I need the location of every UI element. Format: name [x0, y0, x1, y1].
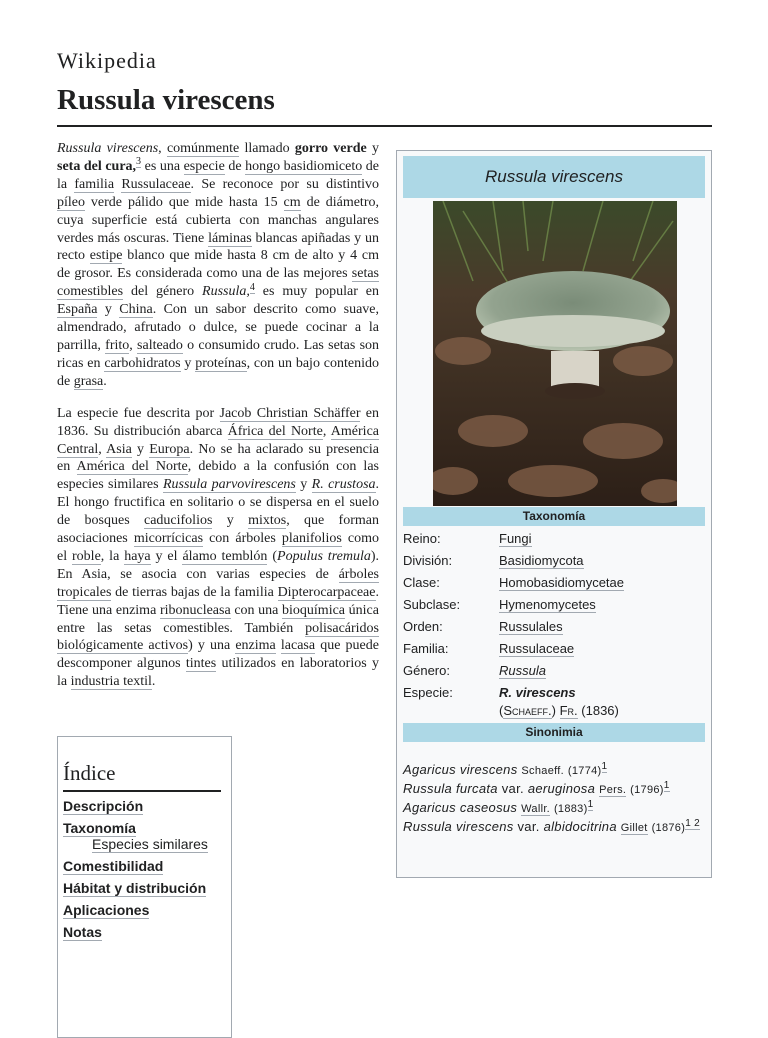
text-run: . El hongo fructifica en solitario o se dispersa en el suelo de bosques — [57, 477, 380, 529]
wiki-link[interactable]: proteínas — [195, 355, 247, 371]
taxo-row: Clase: Homobasidiomycetae — [403, 575, 625, 590]
text-run: de la — [57, 158, 379, 192]
wiki-link[interactable]: Russula parvovirescens — [162, 477, 296, 493]
text-run: . — [103, 373, 107, 389]
wiki-link[interactable]: salteado — [137, 337, 183, 353]
text-run: Russula — [202, 284, 247, 300]
citation-link[interactable]: 4 — [249, 281, 255, 293]
wiki-link[interactable]: España — [57, 302, 98, 318]
text-run: del género — [123, 284, 203, 300]
wiki-link[interactable]: América del Norte — [76, 459, 188, 475]
taxo-link[interactable]: Russulaceae — [499, 641, 575, 656]
wiki-link[interactable]: estipe — [89, 248, 123, 264]
taxo-row: Subclase: Hymenomycetes — [403, 597, 596, 612]
wiki-link[interactable]: bioquímica — [282, 602, 346, 618]
text-run: . — [151, 674, 156, 690]
text-run: en 1836. Su distribución abarca — [57, 405, 379, 439]
taxo-row: Familia: Russulaceae — [403, 641, 575, 656]
taxo-row: Reino: Fungi — [403, 531, 532, 546]
table-of-contents — [57, 736, 232, 1038]
text-run: ). En Asia, se asocia con varias especies de — [57, 548, 380, 582]
wiki-link[interactable]: enzima — [235, 638, 276, 654]
toc-item-descripcion[interactable]: Descripción — [63, 798, 144, 814]
wiki-link[interactable]: polisacáridos — [305, 620, 379, 636]
wiki-link[interactable]: Europa — [149, 441, 190, 457]
taxonomy-heading: Taxonomía — [403, 507, 705, 526]
text-run: y — [366, 141, 380, 156]
wiki-link[interactable]: setas comestibles — [57, 266, 379, 300]
ref-link[interactable]: 1 — [663, 779, 670, 791]
toc-item-habitat[interactable]: Hábitat y distribución — [63, 880, 207, 896]
text-run: que puede descomponer algunos — [57, 638, 379, 672]
wiki-link[interactable]: hongo basidiomiceto — [245, 158, 363, 174]
text-run: , — [132, 158, 137, 174]
text-run: . Se reconoce por su distintivo — [190, 176, 379, 192]
species-name: R. virescens — [499, 685, 576, 700]
toc-item-especies-similares[interactable]: Especies similares — [92, 836, 208, 852]
text-run: blancas apiñadas y un recto — [57, 230, 379, 264]
text-run: ( — [267, 548, 278, 564]
wiki-link[interactable]: China — [119, 302, 153, 318]
text-run: La especie fue descrita por — [57, 405, 220, 421]
species-authority: (Schaeff.) Fr. (1836) — [499, 703, 619, 718]
text-run: . No se ha aclarado su presencia en — [57, 441, 379, 475]
wiki-link[interactable]: América Central — [57, 423, 379, 457]
text-run: es una — [141, 158, 184, 174]
text-run: ) y una — [188, 638, 236, 654]
text-run: , — [246, 284, 250, 300]
toc-item-aplicaciones[interactable]: Aplicaciones — [63, 902, 150, 918]
text-run: blanco que mide hasta 8 cm de alto y 4 cm de grosor. Es considerada como una de las mejores — [57, 248, 379, 282]
text-run: , — [98, 441, 107, 457]
text-run: y — [212, 513, 249, 529]
wiki-link[interactable]: África del Norte — [227, 423, 323, 439]
text-run: . Tiene una enzima — [57, 584, 379, 618]
wiki-link[interactable]: lacasa — [280, 638, 316, 654]
taxobox-title: Russula virescens — [403, 156, 705, 198]
taxo-row: Género: Russula — [403, 663, 546, 678]
taxo-row-species: Especie: R. virescens (Schaeff.) Fr. (1836) — [403, 685, 619, 718]
wiki-link[interactable]: píleo — [57, 194, 85, 210]
wiki-link[interactable]: mixtos — [248, 513, 287, 529]
text-run: , — [129, 337, 138, 353]
toc-item-taxonomia[interactable]: Taxonomía — [63, 820, 136, 836]
wiki-link[interactable]: micorrícicas — [133, 531, 204, 547]
title-divider — [57, 125, 712, 127]
wiki-link[interactable]: R. crustosa — [311, 477, 376, 493]
wiki-link[interactable]: tintes — [185, 656, 217, 672]
text-run: , — [158, 141, 167, 156]
text-run: y el — [150, 548, 183, 564]
text-run: verde pálido que mide hasta 15 — [85, 194, 284, 210]
text-run: de — [224, 158, 246, 174]
wiki-link[interactable]: haya — [124, 548, 151, 564]
wiki-link[interactable]: roble — [72, 548, 101, 564]
text-run: , — [322, 423, 331, 439]
text-run: y — [97, 302, 120, 318]
wiki-link[interactable]: familia — [74, 176, 115, 192]
text-run: de diámetro, cuya superficie está cubierta con manchas angulares verdes más oscuras. Tiene — [57, 194, 379, 246]
taxo-link[interactable]: Russulales — [499, 619, 563, 634]
text-run: , con un bajo contenido de — [57, 355, 379, 389]
synonyms-heading: Sinonimia — [403, 723, 705, 742]
toc-item-notas[interactable]: Notas — [63, 924, 102, 940]
mushroom-photo[interactable] — [433, 201, 677, 506]
synonyms-list — [403, 761, 705, 837]
wiki-link[interactable]: cm — [283, 194, 301, 210]
wiki-link[interactable]: carbohidratos — [104, 355, 181, 371]
wiki-link[interactable]: especie — [183, 158, 225, 174]
taxo-link[interactable]: Basidiomycota — [499, 553, 584, 568]
text-run: gorro verde — [294, 141, 367, 156]
taxo-link[interactable]: Fungi — [499, 531, 532, 546]
wiki-link[interactable]: Russulaceae — [121, 176, 191, 192]
ref-link[interactable]: 1 — [587, 798, 594, 810]
second-paragraph — [57, 405, 379, 692]
text-run: Populus tremula — [277, 548, 371, 564]
wiki-link[interactable]: comúnmente — [166, 141, 240, 156]
wiki-link[interactable]: Jacob Christian Schäffer — [219, 405, 361, 421]
wiki-link[interactable]: álamo temblón — [182, 548, 268, 564]
wiki-link[interactable]: grasa — [73, 373, 104, 389]
wiki-link[interactable]: frito — [105, 337, 130, 353]
text-run: , que forman asociaciones — [57, 513, 379, 547]
wiki-link[interactable]: láminas — [208, 230, 252, 246]
text-run: única entre las setas comestibles. También — [57, 602, 379, 636]
wiki-link[interactable]: planifolios — [281, 531, 342, 547]
text-run: y — [180, 355, 196, 371]
taxo-link[interactable]: Hymenomycetes — [499, 597, 596, 612]
wiki-link[interactable]: árboles tropicales — [57, 566, 379, 600]
lead-paragraph — [57, 140, 379, 391]
wiki-link[interactable]: Asia — [106, 441, 132, 457]
ref-link[interactable]: 1 2 — [685, 817, 700, 829]
text-run: . Con un sabor descrito como suave, almendrado, afrutado o dulce, se puede cocinar a la parrilla, — [57, 302, 380, 353]
taxo-link[interactable]: Homobasidiomycetae — [499, 575, 625, 590]
article-body — [57, 140, 379, 705]
text-run: utilizados en laboratorios y la — [57, 656, 379, 690]
citation-link[interactable]: 3 — [136, 156, 142, 168]
synonym-item: Agaricus caseosus Wallr. $(1883)^1$ — [403, 798, 594, 815]
taxo-row: División: Basidiomycota — [403, 553, 584, 568]
ref-link[interactable]: 1 — [601, 760, 608, 772]
text-run: y — [131, 441, 150, 457]
text-run: seta del cura — [57, 158, 133, 174]
synonym-item: Agaricus virescens Schaeff. $(1774)^1$ — [403, 760, 608, 777]
logo-text: Wikipedia — [57, 48, 157, 73]
text-run: y — [295, 477, 312, 493]
wiki-link[interactable]: caducifolios — [143, 513, 213, 529]
wiki-link[interactable]: industria textil — [70, 674, 152, 690]
text-run: como el — [57, 531, 379, 564]
taxobox — [396, 150, 712, 878]
text-run: , la — [100, 548, 125, 564]
wikipedia-logo[interactable] — [57, 48, 157, 74]
wiki-link[interactable]: Dipterocarpaceae — [277, 584, 376, 600]
taxo-row: Orden: Russulales — [403, 619, 563, 634]
text-run: es muy popular en — [254, 284, 379, 300]
taxo-link[interactable]: Russula — [499, 663, 546, 678]
synonym-item: Russula virescens var. albidocitrina Gillet $(1876)^{1 2}$ — [403, 817, 700, 834]
wiki-link[interactable]: biológicamente activos — [57, 638, 189, 654]
text-run: con árboles — [203, 531, 282, 547]
text-run: , debido a la confusión con las especies similares — [57, 459, 379, 493]
text-run: de tierras bajas de la familia — [111, 584, 278, 600]
toc-item-comestibilidad[interactable]: Comestibilidad — [63, 858, 164, 874]
text-run: Russula virescens — [57, 141, 159, 156]
synonym-item: Russula furcata var. aeruginosa Pers. $(1796)^1$ — [403, 779, 670, 796]
wiki-link[interactable]: ribonucleasa — [159, 602, 231, 618]
toc-heading: Índice — [63, 761, 221, 792]
text-run: o consumido crudo. Las setas son ricas en — [57, 337, 380, 371]
text-run: con una — [230, 602, 283, 618]
page-title: Russula virescens — [57, 84, 275, 116]
text-run: llamado — [239, 141, 295, 156]
